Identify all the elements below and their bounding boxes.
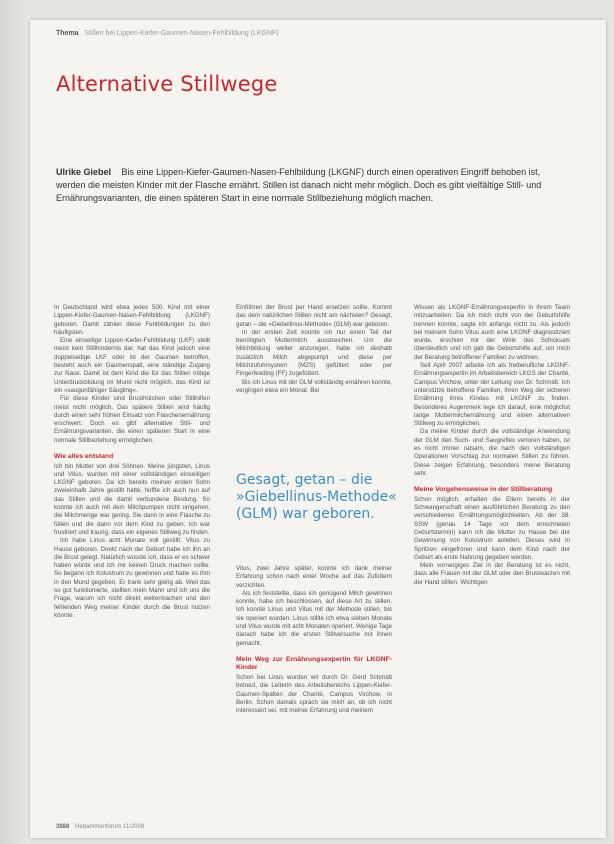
page-number: 3888 xyxy=(56,824,70,830)
magazine-page xyxy=(30,20,606,838)
text-column-2 xyxy=(236,304,392,395)
page-gutter xyxy=(0,0,30,844)
paragraph: In Deutschland wird etwa jedes 500. Kind mit einer Lippen-Kiefer-Gaumen-Nasen-Fehlbildung (LKGNF) geboren. Damit zählen diese Fehlbildungen zu den häufigsten. xyxy=(54,304,210,336)
subheading: Meine Vorgehensweise in der Stillberatung xyxy=(414,486,553,494)
text-column-3 xyxy=(414,304,570,587)
paragraph: Einführen der Brust per Hand ersetzen sollte. Kommt das dem natürlichen Stillen nicht am nächsten? Gesagt, getan – die »Giebellinus-Methode« (GLM) war geboren. xyxy=(236,304,392,328)
text-column-2-lower xyxy=(236,565,392,715)
lead-text: Bis eine Lippen-Kiefer-Gaumen-Nasen-Fehlbildung (LKGNF) durch einen operativen Eingriff behoben ist, werden die meisten Kinder mit der Flasche ernährt. Stillen ist danach nicht mehr möglich. Doch es gibt vielfältige Still- und Ernährungsvarianten, die einen späteren Start in eine normale Stillbeziehung möglich machen. xyxy=(56,167,542,203)
paragraph: Mein vorrangiges Ziel in der Beratung ist es nicht, dass alle Frauen mit der GLM oder den Brustwarzen mit der Hand stillen. Wichtigen xyxy=(414,562,570,586)
article-title: Alternative Stillwege xyxy=(56,72,278,96)
subheading: Mein Weg zur Ernährungsexpertin für LKGNF-Kinder xyxy=(236,655,392,672)
paragraph: Da meine Kinder durch die vollständige Anwendung der GLM den Such- und Saugreflex verloren haben, ist es nicht immer ratsam, die nach den vollständigen Operationen Vorschlag zur normalen Stillen zu führen. Diese zeigen Erfahrung, besonders meine Beratung sehr. xyxy=(414,428,570,477)
paragraph: Als ich feststellte, dass ich genügend Milch gewinnen konnte, habe ich beschlossen, auf diese Art zu stillen. Ich konnte Linus und Vitus mit der Methode stillen, bis sie operiert wurden. Linus stillte ich etwa sieben Monate und Vitus wurde mit acht Monaten operiert. Wenige Tage danach habe ich die ersten Stillversuche mit ihnen gemacht. xyxy=(236,589,392,647)
breadcrumb xyxy=(56,30,279,37)
paragraph: Wissen als LKGNF-Ernährungsexpertin in ihrem Team mitzuarbeiten. Da ich mich nicht von der Geburtshilfe trennen konnte, sagte ich anfangs nicht zu. Als jedoch bei meinem Sohn Vitus auch eine LKGNF diagnostiziert wurde, erschien mir der Wink des Schicksals überdeutlich und ich gab die Geburtshilfe auf, um mich der Beratung betroffener Familien zu widmen. xyxy=(414,304,570,361)
paragraph: Ich habe Linus acht Monate voll gestillt. Vitus zu Hause geboren. Direkt nach der Geburt habe ich ihn an die Brust gelegt. Natürlich wusste ich, dass er es schwer haben würde und ich mir keinen Druck machen sollte. So begann ich Kolostrum zu gewinnen und habe es ihm in den Mund gegeben. Er trank sehr gierig ab. Weil das so gut funktionierte, stellten mein Mann und ich uns die Frage, warum ich nicht direkt weitermachen und den fehlenden Weg meiner Kinder durch die Brust nutzen könnte. xyxy=(54,537,210,619)
paragraph: Schon möglich, erhalten die Eltern bereits in der Schwangerschaft einen ausführlichen Beratung zu den verschiedenen Ernährungsmöglichkeiten. Ab der 38. SSW (genau 14 Tage vor dem errechneten Geburtstermin) kann ich die Mutter zu Hause bei der Gewinnung von Kolostrum anleiten. Dieses wird in Spritzen eingefroren und kann dem Kind nach der Geburt als erste Nahrung gegeben werden. xyxy=(414,495,570,561)
breadcrumb-topic: Stillen bei Lippen-Kiefer-Gaumen-Nasen-Fehlbildung (LKGNF) xyxy=(84,30,279,37)
paragraph: Bis ich Linus mit der GLM vollständig ernähren konnte, vergingen etwa ein Monat. Bei xyxy=(236,378,392,394)
paragraph: Seit April 2007 arbeite ich als freiberufliche LKGNF-Ernährungsexpertin im Arbeitsbereich LKGS der Charité, Campus Virchow, unter der Leitung von Dr. Schmidt. Ich unterstütze betroffene Familien, ihren Weg der sicheren Ernährung ihres Kindes mit LKGNF zu finden. Besonderes Augenmerk lege ich darauf, eine möglichst lange Muttermilchernährung und einen alternativen Stillweg zu ermöglichen. xyxy=(414,362,570,428)
pull-quote: Gesagt, getan – die »Giebellinus-Methode« (GLM) war geboren. xyxy=(236,472,397,522)
subheading: Wie alles entstand xyxy=(54,453,114,461)
article-lead xyxy=(56,166,546,205)
author-name: Ulrike Giebel xyxy=(56,167,112,177)
paragraph: Für diese Kinder sind Brusthütchen oder Stillhilfen meist nicht möglich. Das spätere Stillen wird häufig durch einen sehr frühen Einsatz von Flaschenernährung erschwert. Doch es gibt alternative Still- und Ernährungsvarianten, die einen späteren Start in eine normale Stillbeziehung ermöglichen. xyxy=(54,395,210,444)
publication-name: Hebammenforum 11/2008 xyxy=(75,824,145,830)
page-footer xyxy=(56,824,144,830)
paragraph: In der ersten Zeit konnte ich nur einen Teil der benötigten Muttermilch ausstreichen. Um die Milchbildung weiter anzuregen, habe ich deshalb zusätzlich Milch abgepumpt und diese per Milchzufuhrsystem (MZS) gefüttert oder per Fingerfeeding (FF) zugefüttert. xyxy=(236,328,392,378)
paragraph: Vitus, zwei Jahre später, konnte ich dank meiner Erfahrung schon nach einer Woche auf das Zufüttern verzichten. xyxy=(236,565,392,589)
section-label: Thema xyxy=(56,30,79,37)
paragraph: Ich bin Mutter von drei Söhnen. Meine jüngsten, Linus und Vitus, wurden mit einer vollständigen einseitigen LKGNF geboren. Da ich bereits meinen ersten Sohn zweieinhalb Jahre gestillt hatte, hoffte ich auch nun auf das Stillen und die damit verbundene Bindung. So konnte ich auch mit dem Milchpumpen nicht umgehen, die Milchmenge war gering. Sie dann in eine Flasche zu füllen und die dann vor dem Kind zu geben. Ich war frustriert und traurig, dass ein eigenes Stillweg zu finden. xyxy=(54,462,210,536)
paragraph: Eine einseitige Lippen-Kiefer-Fehlbildung (LKF) stellt meist kein Stillhindernis dar, hat das Kind jedoch eine doppelseitige LKF oder ist der Gaumen betroffen, besteht auch ein Gaumenspalt, eine ständige Zugang zur Nase. Damit ist dem Kind die für das Stillen nötige Unterdruckbildung im Mund nicht möglich, das Kind ist ein »saugunfähiger Säugling«. xyxy=(54,337,210,394)
paragraph: Schon bei Linus wurden wir durch Dr. Gerd Schmidt betreut, die Leiterin des Arbeitsbereichs Lippen-Kiefer-Gaumen-Spalten der Charité, Campus Virchow, in Berlin. Schon damals sprach sie mich an, ob ich nicht interessiert sei, mit meiner Erfahrung und meinem xyxy=(236,673,392,715)
text-column-1 xyxy=(54,304,210,620)
